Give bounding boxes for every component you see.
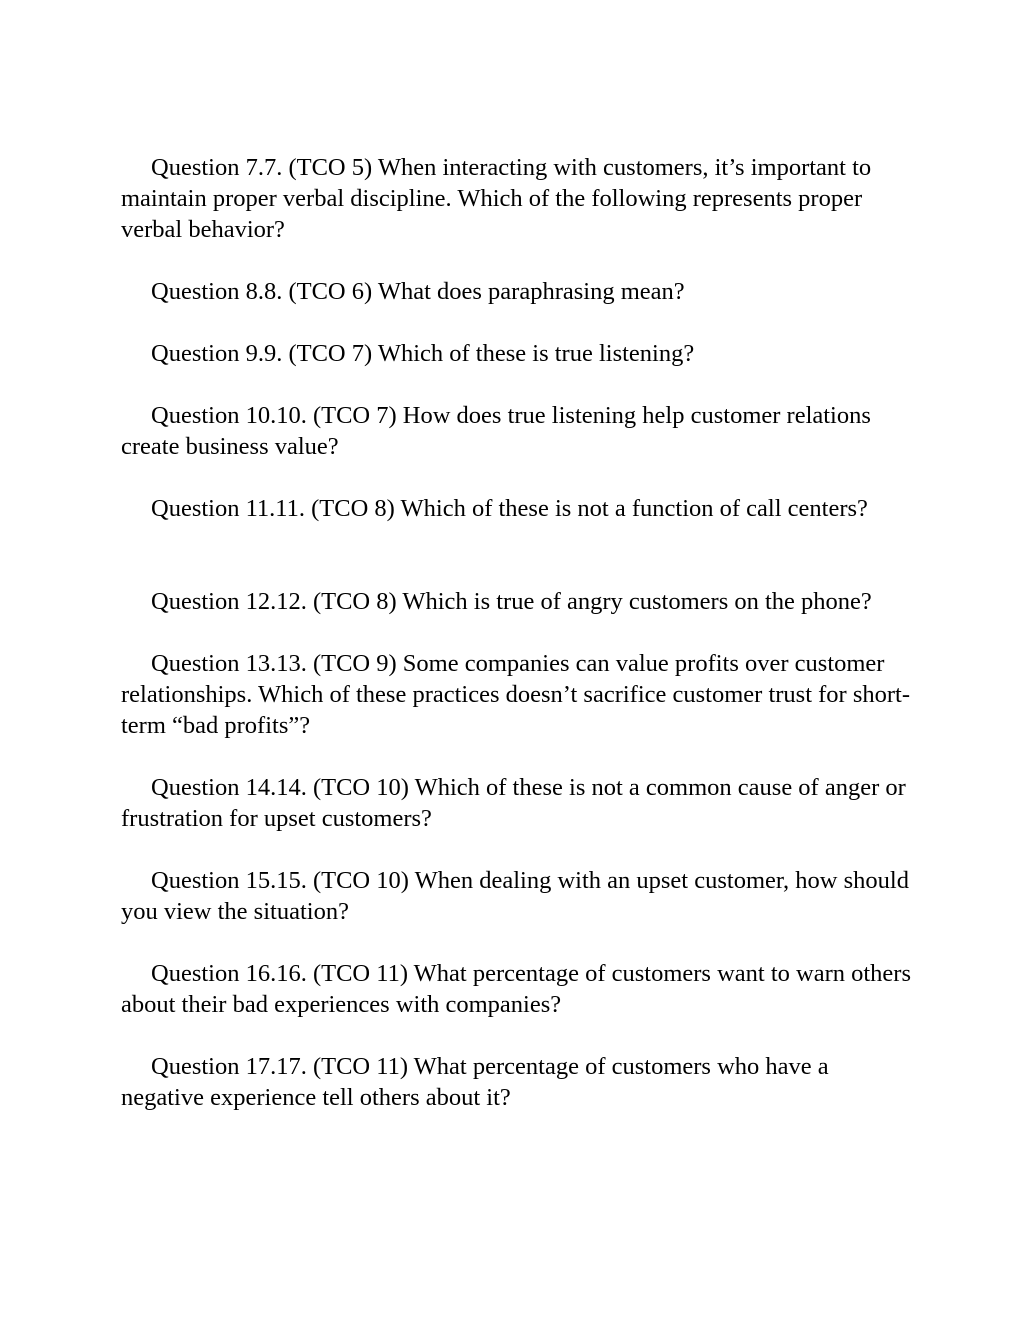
question-15: Question 15.15. (TCO 10) When dealing with an upset customer, how should you view the situation? [121, 867, 909, 925]
question-12: Question 12.12. (TCO 8) Which is true of angry customers on the phone? [151, 588, 872, 615]
question-7: Question 7.7. (TCO 5) When interacting with customers, it’s important to maintain proper verbal discipline. Which of the following represents proper verbal behavior? [121, 154, 872, 243]
question-9: Question 9.9. (TCO 7) Which of these is true listening? [151, 340, 695, 367]
question-11: Question 11.11. (TCO 8) Which of these is not a function of call centers? [151, 495, 868, 522]
question-10: Question 10.10. (TCO 7) How does true listening help customer relations create business value? [121, 402, 871, 460]
question-8: Question 8.8. (TCO 6) What does paraphrasing mean? [151, 278, 685, 305]
question-16: Question 16.16. (TCO 11) What percentage of customers want to warn others about their bad experiences with companies? [121, 960, 911, 1018]
question-17: Question 17.17. (TCO 11) What percentage of customers who have a negative experience tell others about it? [121, 1053, 829, 1111]
question-14: Question 14.14. (TCO 10) Which of these is not a common cause of anger or frustration for upset customers? [121, 774, 906, 832]
question-13: Question 13.13. (TCO 9) Some companies can value profits over customer relationships. Which of these practices doesn’t sacrifice customer trust for short-term “bad profits”? [121, 650, 910, 739]
question-list [121, 152, 911, 1113]
